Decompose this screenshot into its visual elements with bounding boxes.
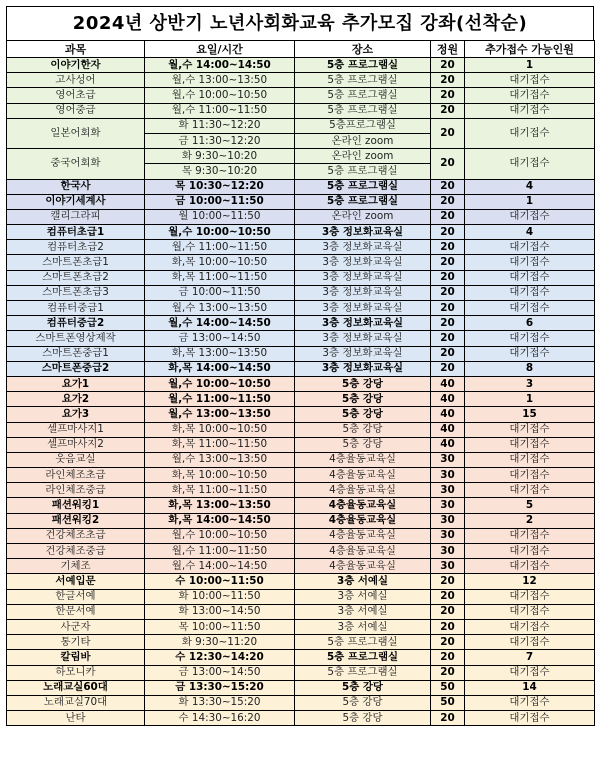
- course-place: 5층 강당: [295, 695, 431, 710]
- course-name: 사군자: [7, 619, 145, 634]
- course-time: 화 9:30~10:20: [145, 149, 295, 164]
- table-row: [7, 149, 595, 164]
- table-row: [7, 452, 595, 467]
- table-row: [7, 437, 595, 452]
- table-row: [7, 589, 595, 604]
- course-time: 목 10:00~11:50: [145, 619, 295, 634]
- course-place: 4층율동교육실: [295, 513, 431, 528]
- course-time: 월 10:00~11:50: [145, 209, 295, 224]
- header-capacity: 정원: [431, 41, 465, 58]
- course-time: 화,목 14:00~14:50: [145, 361, 295, 376]
- course-capacity: 20: [431, 711, 465, 726]
- available-seats: 대기접수: [465, 452, 595, 467]
- available-seats: 14: [465, 680, 595, 695]
- available-seats: 12: [465, 574, 595, 589]
- course-name: 패션워킹1: [7, 498, 145, 513]
- course-name: 고사성어: [7, 73, 145, 88]
- table-row: [7, 285, 595, 300]
- course-capacity: 20: [431, 225, 465, 240]
- course-place: 3층 정보화교육실: [295, 285, 431, 300]
- course-name: 하모니카: [7, 665, 145, 680]
- available-seats: 대기접수: [465, 468, 595, 483]
- header-place: 장소: [295, 41, 431, 58]
- table-row: [7, 255, 595, 270]
- available-seats: 대기접수: [465, 665, 595, 680]
- available-seats: 대기접수: [465, 483, 595, 498]
- course-time: 목 10:30~12:20: [145, 179, 295, 194]
- course-time: 월,수 11:00~11:50: [145, 392, 295, 407]
- course-capacity: 20: [431, 255, 465, 270]
- course-name: 요가1: [7, 376, 145, 391]
- available-seats: 대기접수: [465, 73, 595, 88]
- course-place: 3층 정보화교육실: [295, 225, 431, 240]
- course-capacity: 20: [431, 574, 465, 589]
- course-time: 금 10:00~11:50: [145, 194, 295, 209]
- course-time: 금 10:00~11:50: [145, 285, 295, 300]
- table-row: [7, 498, 595, 513]
- available-seats: 대기접수: [465, 255, 595, 270]
- course-time: 월,수 10:00~10:50: [145, 528, 295, 543]
- course-place: 5층 프로그램실: [295, 103, 431, 118]
- course-name: 웃음교실: [7, 452, 145, 467]
- course-name: 요가3: [7, 407, 145, 422]
- available-seats: 4: [465, 225, 595, 240]
- course-name: 기체조: [7, 559, 145, 574]
- course-name: 영어중급: [7, 103, 145, 118]
- table-row: [7, 711, 595, 726]
- header-course: 과목: [7, 41, 145, 58]
- course-place: 5층 강당: [295, 407, 431, 422]
- course-capacity: 20: [431, 604, 465, 619]
- course-name: 셀프마사지2: [7, 437, 145, 452]
- course-capacity: 20: [431, 301, 465, 316]
- course-capacity: 20: [431, 88, 465, 103]
- course-rows: [7, 58, 595, 726]
- table-row: [7, 103, 595, 118]
- course-time: 금 13:00~14:50: [145, 665, 295, 680]
- course-place: 3층 정보화교육실: [295, 361, 431, 376]
- table-header-row: [7, 41, 595, 58]
- course-name: 서예입문: [7, 574, 145, 589]
- course-capacity: 30: [431, 559, 465, 574]
- available-seats: 대기접수: [465, 635, 595, 650]
- table-row: [7, 665, 595, 680]
- course-time: 월,수 14:00~14:50: [145, 316, 295, 331]
- table-row: [7, 528, 595, 543]
- course-capacity: 20: [431, 270, 465, 285]
- course-place: 5층 강당: [295, 422, 431, 437]
- table-row: [7, 695, 595, 710]
- course-capacity: 40: [431, 422, 465, 437]
- course-capacity: 20: [431, 331, 465, 346]
- course-capacity: 20: [431, 58, 465, 73]
- course-capacity: 20: [431, 650, 465, 665]
- course-name: 캘리그라피: [7, 209, 145, 224]
- page-title: 2024년 상반기 노년사회화교육 추가모집 강좌(선착순): [6, 6, 594, 40]
- course-table: [6, 40, 595, 726]
- course-name: 컴퓨터초급1: [7, 225, 145, 240]
- course-place: 5층 프로그램실: [295, 58, 431, 73]
- course-name: 스마트폰중급1: [7, 346, 145, 361]
- table-row: [7, 513, 595, 528]
- table-row: [7, 225, 595, 240]
- course-capacity: 30: [431, 468, 465, 483]
- available-seats: 대기접수: [465, 240, 595, 255]
- available-seats: 대기접수: [465, 711, 595, 726]
- course-capacity: 20: [431, 346, 465, 361]
- available-seats: 대기접수: [465, 528, 595, 543]
- course-capacity: 20: [431, 240, 465, 255]
- course-capacity: 20: [431, 589, 465, 604]
- table-row: [7, 376, 595, 391]
- course-time: 화 10:00~11:50: [145, 589, 295, 604]
- course-capacity: 20: [431, 103, 465, 118]
- table-row: [7, 680, 595, 695]
- table-row: [7, 483, 595, 498]
- header-available: 추가접수 가능인원: [465, 41, 595, 58]
- course-capacity: 30: [431, 498, 465, 513]
- course-name: 스마트폰초급1: [7, 255, 145, 270]
- available-seats: 대기접수: [465, 331, 595, 346]
- course-capacity: 20: [431, 149, 465, 179]
- course-name: 한문서예: [7, 604, 145, 619]
- course-name: 칼림바: [7, 650, 145, 665]
- table-row: [7, 270, 595, 285]
- course-capacity: 30: [431, 483, 465, 498]
- course-time: 금 13:30~15:20: [145, 680, 295, 695]
- available-seats: 대기접수: [465, 604, 595, 619]
- available-seats: 5: [465, 498, 595, 513]
- course-name: 통기타: [7, 635, 145, 650]
- course-place: 3층 정보화교육실: [295, 270, 431, 285]
- course-time: 월,수 13:00~13:50: [145, 452, 295, 467]
- available-seats: 15: [465, 407, 595, 422]
- table-row: [7, 316, 595, 331]
- available-seats: 대기접수: [465, 118, 595, 148]
- course-name: 건강체조초급: [7, 528, 145, 543]
- course-name: 패션워킹2: [7, 513, 145, 528]
- course-place: 4층율동교육실: [295, 468, 431, 483]
- course-time: 월,수 14:00~14:50: [145, 559, 295, 574]
- course-name: 이야기한자: [7, 58, 145, 73]
- available-seats: 8: [465, 361, 595, 376]
- course-time: 금 13:00~14:50: [145, 331, 295, 346]
- course-capacity: 20: [431, 179, 465, 194]
- course-time: 월,수 10:00~10:50: [145, 376, 295, 391]
- available-seats: 대기접수: [465, 103, 595, 118]
- available-seats: 대기접수: [465, 346, 595, 361]
- course-capacity: 40: [431, 437, 465, 452]
- course-place: 3층 정보화교육실: [295, 316, 431, 331]
- course-capacity: 40: [431, 376, 465, 391]
- available-seats: 대기접수: [465, 544, 595, 559]
- course-place: 5층 프로그램실: [295, 650, 431, 665]
- course-time: 화 11:30~12:20: [145, 118, 295, 133]
- available-seats: 1: [465, 392, 595, 407]
- course-place: 3층 서예실: [295, 574, 431, 589]
- course-capacity: 40: [431, 392, 465, 407]
- course-sheet: [6, 6, 594, 726]
- table-row: [7, 604, 595, 619]
- available-seats: 대기접수: [465, 209, 595, 224]
- course-time: 수 12:30~14:20: [145, 650, 295, 665]
- header-time: 요일/시간: [145, 41, 295, 58]
- course-place: 5층 프로그램실: [295, 665, 431, 680]
- course-place: 3층 서예실: [295, 619, 431, 634]
- course-time: 화,목 13:00~13:50: [145, 498, 295, 513]
- course-capacity: 20: [431, 118, 465, 148]
- course-place: 5층 강당: [295, 437, 431, 452]
- course-place: 5층 강당: [295, 392, 431, 407]
- course-time: 화,목 11:00~11:50: [145, 437, 295, 452]
- table-row: [7, 179, 595, 194]
- course-place: 3층 서예실: [295, 589, 431, 604]
- course-name: 스마트폰중급2: [7, 361, 145, 376]
- course-name: 컴퓨터중급2: [7, 316, 145, 331]
- course-time: 화,목 13:00~13:50: [145, 346, 295, 361]
- table-row: [7, 422, 595, 437]
- course-time: 월,수 14:00~14:50: [145, 58, 295, 73]
- course-time: 화,목 14:00~14:50: [145, 513, 295, 528]
- table-row: [7, 209, 595, 224]
- course-name: 건강체조중급: [7, 544, 145, 559]
- available-seats: 6: [465, 316, 595, 331]
- course-name: 스마트폰초급3: [7, 285, 145, 300]
- available-seats: 대기접수: [465, 589, 595, 604]
- course-place: 5층 프로그램실: [295, 88, 431, 103]
- course-time: 화,목 10:00~10:50: [145, 422, 295, 437]
- course-place: 4층율동교육실: [295, 528, 431, 543]
- table-row: [7, 574, 595, 589]
- course-time: 화,목 11:00~11:50: [145, 483, 295, 498]
- available-seats: 대기접수: [465, 422, 595, 437]
- available-seats: 1: [465, 58, 595, 73]
- course-place: 5층 프로그램실: [295, 164, 431, 179]
- course-time: 월,수 13:00~13:50: [145, 301, 295, 316]
- table-row: [7, 544, 595, 559]
- course-time: 수 14:30~16:20: [145, 711, 295, 726]
- course-place: 3층 서예실: [295, 604, 431, 619]
- course-place: 5층 프로그램실: [295, 635, 431, 650]
- course-capacity: 50: [431, 695, 465, 710]
- available-seats: 대기접수: [465, 88, 595, 103]
- course-name: 일본어회화: [7, 118, 145, 148]
- course-capacity: 20: [431, 73, 465, 88]
- course-time: 화,목 11:00~11:50: [145, 270, 295, 285]
- course-place: 4층율동교육실: [295, 544, 431, 559]
- course-time: 월,수 10:00~10:50: [145, 225, 295, 240]
- course-capacity: 40: [431, 407, 465, 422]
- course-capacity: 20: [431, 194, 465, 209]
- course-place: 5층 강당: [295, 376, 431, 391]
- table-row: [7, 301, 595, 316]
- course-name: 요가2: [7, 392, 145, 407]
- table-row: [7, 559, 595, 574]
- course-capacity: 30: [431, 544, 465, 559]
- course-capacity: 20: [431, 316, 465, 331]
- available-seats: 대기접수: [465, 437, 595, 452]
- course-place: 3층 정보화교육실: [295, 331, 431, 346]
- course-name: 이야기세계사: [7, 194, 145, 209]
- available-seats: 1: [465, 194, 595, 209]
- course-time: 화,목 10:00~10:50: [145, 255, 295, 270]
- course-place: 3층 정보화교육실: [295, 255, 431, 270]
- course-time: 화 13:00~14:50: [145, 604, 295, 619]
- available-seats: 대기접수: [465, 619, 595, 634]
- available-seats: 2: [465, 513, 595, 528]
- course-place: 3층 정보화교육실: [295, 346, 431, 361]
- available-seats: 대기접수: [465, 559, 595, 574]
- course-time: 월,수 11:00~11:50: [145, 240, 295, 255]
- table-row: [7, 468, 595, 483]
- course-capacity: 30: [431, 528, 465, 543]
- course-time: 월,수 11:00~11:50: [145, 544, 295, 559]
- course-time: 수 10:00~11:50: [145, 574, 295, 589]
- course-place: 5층 강당: [295, 711, 431, 726]
- course-name: 스마트폰영상제작: [7, 331, 145, 346]
- available-seats: 4: [465, 179, 595, 194]
- course-place: 5층 프로그램실: [295, 73, 431, 88]
- course-time: 월,수 13:00~13:50: [145, 73, 295, 88]
- course-time: 월,수 11:00~11:50: [145, 103, 295, 118]
- course-place: 3층 정보화교육실: [295, 240, 431, 255]
- course-time: 화,목 10:00~10:50: [145, 468, 295, 483]
- course-name: 스마트폰초급2: [7, 270, 145, 285]
- table-row: [7, 331, 595, 346]
- course-capacity: 20: [431, 209, 465, 224]
- course-place: 5층 강당: [295, 680, 431, 695]
- table-row: [7, 88, 595, 103]
- available-seats: 대기접수: [465, 285, 595, 300]
- table-row: [7, 118, 595, 133]
- course-name: 컴퓨터중급1: [7, 301, 145, 316]
- table-row: [7, 73, 595, 88]
- table-row: [7, 194, 595, 209]
- course-name: 노래교실60대: [7, 680, 145, 695]
- course-time: 월,수 13:00~13:50: [145, 407, 295, 422]
- table-row: [7, 650, 595, 665]
- course-place: 5층 프로그램실: [295, 179, 431, 194]
- course-capacity: 30: [431, 513, 465, 528]
- available-seats: 대기접수: [465, 695, 595, 710]
- course-time: 월,수 10:00~10:50: [145, 88, 295, 103]
- course-capacity: 20: [431, 635, 465, 650]
- course-name: 난타: [7, 711, 145, 726]
- table-row: [7, 619, 595, 634]
- course-place: 5층프로그램실: [295, 118, 431, 133]
- course-place: 3층 정보화교육실: [295, 301, 431, 316]
- course-place: 4층율동교육실: [295, 452, 431, 467]
- course-capacity: 20: [431, 285, 465, 300]
- available-seats: 대기접수: [465, 149, 595, 179]
- available-seats: 7: [465, 650, 595, 665]
- course-place: 4층율동교육실: [295, 483, 431, 498]
- table-row: [7, 240, 595, 255]
- course-name: 라인체조중급: [7, 483, 145, 498]
- course-time: 화 13:30~15:20: [145, 695, 295, 710]
- course-name: 중국어회화: [7, 149, 145, 179]
- course-capacity: 30: [431, 452, 465, 467]
- table-row: [7, 407, 595, 422]
- course-capacity: 20: [431, 665, 465, 680]
- course-place: 온라인 zoom: [295, 149, 431, 164]
- table-row: [7, 635, 595, 650]
- course-name: 노래교실70대: [7, 695, 145, 710]
- course-capacity: 20: [431, 619, 465, 634]
- course-capacity: 50: [431, 680, 465, 695]
- course-name: 영어초급: [7, 88, 145, 103]
- course-capacity: 20: [431, 361, 465, 376]
- course-place: 온라인 zoom: [295, 133, 431, 148]
- course-place: 온라인 zoom: [295, 209, 431, 224]
- course-name: 셀프마사지1: [7, 422, 145, 437]
- course-time: 화 9:30~11:20: [145, 635, 295, 650]
- table-row: [7, 361, 595, 376]
- course-time: 금 11:30~12:20: [145, 133, 295, 148]
- available-seats: 대기접수: [465, 270, 595, 285]
- course-name: 라인체조초급: [7, 468, 145, 483]
- table-row: [7, 58, 595, 73]
- course-name: 한국사: [7, 179, 145, 194]
- table-row: [7, 392, 595, 407]
- course-place: 4층율동교육실: [295, 559, 431, 574]
- available-seats: 대기접수: [465, 301, 595, 316]
- course-time: 목 9:30~10:20: [145, 164, 295, 179]
- table-row: [7, 346, 595, 361]
- course-place: 5층 프로그램실: [295, 194, 431, 209]
- course-place: 4층율동교육실: [295, 498, 431, 513]
- course-name: 컴퓨터초급2: [7, 240, 145, 255]
- course-name: 한글서예: [7, 589, 145, 604]
- available-seats: 3: [465, 376, 595, 391]
